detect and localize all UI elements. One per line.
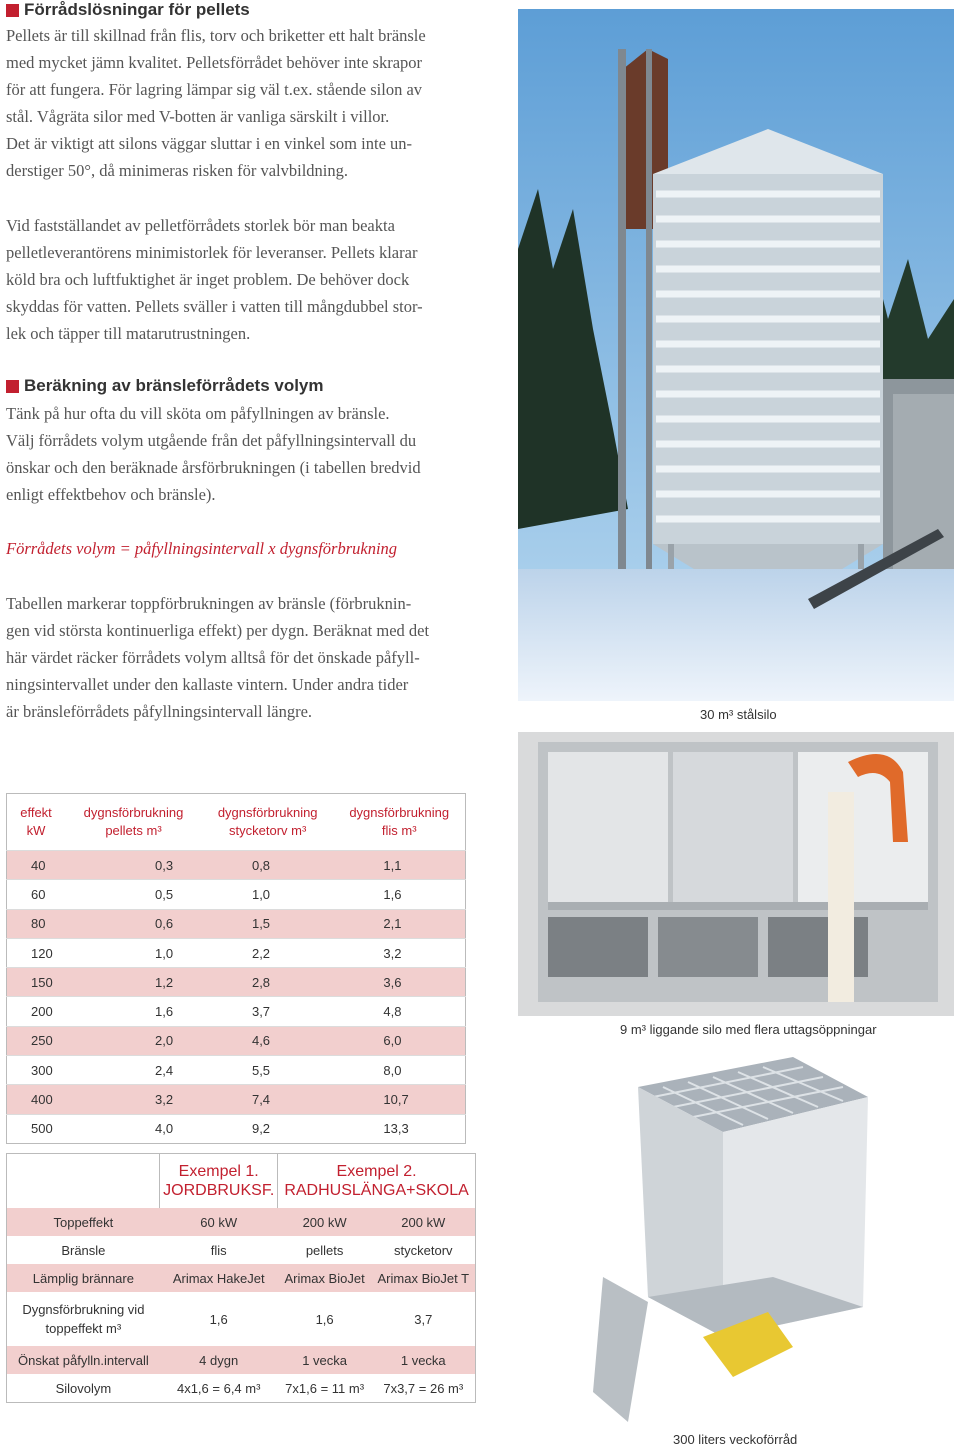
red-square-icon	[6, 380, 19, 393]
section-heading-volume: Beräkning av bränsleförrådets volym	[6, 376, 324, 396]
table-cell: 80	[7, 909, 66, 938]
example-header-row	[7, 1154, 476, 1209]
example-row	[7, 1264, 476, 1292]
table-cell: 1,5	[202, 909, 333, 938]
example-row-label: Silovolym	[55, 1380, 112, 1396]
table-cell: 9,2	[202, 1114, 333, 1143]
example-cell: 60 kW	[160, 1208, 278, 1236]
section-heading-pellet-storage: Förrådslösningar för pellets	[6, 0, 250, 20]
horizontal-silo-illustration	[518, 732, 954, 1016]
example-row	[7, 1236, 476, 1264]
photo-steel-silo	[518, 9, 954, 701]
example-cell: 200 kW	[372, 1208, 476, 1236]
table-cell: 4,0	[65, 1114, 202, 1143]
example-cell: 200 kW	[278, 1208, 372, 1236]
table-cell: 3,6	[333, 968, 465, 997]
table-row	[7, 909, 466, 938]
table-cell: 3,2	[65, 1085, 202, 1114]
header-effekt: effekt kW	[20, 805, 52, 838]
caption-steel-silo: 30 m³ stålsilo	[700, 707, 777, 722]
header-flis: dygnsförbrukning flis m³	[349, 805, 450, 838]
table-cell: 13,3	[333, 1114, 465, 1143]
example-2-header: Exempel 2. RADHUSLÄNGA+SKOLA	[278, 1154, 476, 1209]
consumption-table	[6, 793, 466, 1144]
table-row	[7, 1085, 466, 1114]
example-cell: 4x1,6 = 6,4 m³	[176, 1380, 261, 1396]
paragraph-peak-consumption: Tabellen markerar toppförbrukningen av bränsle (förbruknin- gen vid största kontinuerliga effekt) per dygn. Beräknat med det här värdet räcker förrådets volym alltså för det önskade påfyll- ningsintervallet under den kallaste vintern. Under andra tider är bränsleförrådets påfyllningsintervall längre.	[6, 594, 430, 721]
example-cell: 7x1,6 = 11 m³	[285, 1380, 365, 1396]
example-row-label: Dygnsförbrukning vid toppeffekt m³	[22, 1302, 145, 1336]
example-cell: 1 vecka	[372, 1346, 476, 1374]
table-cell: 1,6	[333, 880, 465, 909]
caption-weekly-storage: 300 liters veckoförråd	[673, 1432, 798, 1447]
example-cell: pellets	[305, 1242, 344, 1258]
table-cell: 3,7	[202, 997, 333, 1026]
example-row-label: Lämplig brännare	[7, 1264, 160, 1292]
table-cell: 4,8	[333, 997, 465, 1026]
table-cell: 2,8	[202, 968, 333, 997]
example-row-label: Toppeffekt	[7, 1208, 160, 1236]
table-cell: 2,2	[202, 938, 333, 967]
example-row	[7, 1208, 476, 1236]
table-cell: 7,4	[202, 1085, 333, 1114]
steel-silo-illustration	[518, 9, 954, 701]
table-cell: 400	[7, 1085, 66, 1114]
example-cell: 4 dygn	[160, 1346, 278, 1374]
table-cell: 120	[7, 938, 66, 967]
example-row	[7, 1292, 476, 1346]
table-cell: 40	[7, 851, 66, 880]
table-cell: 5,5	[202, 1056, 333, 1085]
example-cell: stycketorv	[394, 1242, 453, 1258]
table-cell: 0,8	[202, 851, 333, 880]
table-header-row	[7, 794, 466, 851]
table-cell: 1,0	[65, 938, 202, 967]
table-row	[7, 938, 466, 967]
table-cell: 500	[7, 1114, 66, 1143]
table-cell: 2,0	[65, 1026, 202, 1055]
table-cell: 2,1	[333, 909, 465, 938]
photo-horizontal-silo	[518, 732, 954, 1016]
table-cell: 1,1	[333, 851, 465, 880]
table-cell: 0,6	[65, 909, 202, 938]
example-cell: Arimax BioJet T	[372, 1264, 476, 1292]
table-cell: 1,2	[65, 968, 202, 997]
table-cell: 3,2	[333, 938, 465, 967]
example-cell: 1 vecka	[278, 1346, 372, 1374]
table-cell: 0,5	[65, 880, 202, 909]
header-stycketorv: dygnsförbrukning stycketorv m³	[217, 805, 318, 838]
example-row	[7, 1374, 476, 1403]
table-row	[7, 1114, 466, 1143]
table-cell: 1,6	[65, 997, 202, 1026]
table-row	[7, 997, 466, 1026]
table-cell: 8,0	[333, 1056, 465, 1085]
caption-horizontal-silo: 9 m³ liggande silo med flera uttagsöppningar	[620, 1022, 877, 1037]
example-cell: 7x3,7 = 26 m³	[383, 1380, 464, 1396]
example-row-label: Önskat påfylln.intervall	[7, 1346, 160, 1374]
table-cell: 6,0	[333, 1026, 465, 1055]
table-row	[7, 851, 466, 880]
photo-weekly-storage	[593, 1047, 893, 1429]
table-cell: 4,6	[202, 1026, 333, 1055]
example-cell: 1,6	[315, 1311, 334, 1327]
example-table	[6, 1153, 476, 1403]
table-row	[7, 1026, 466, 1055]
header-pellets: dygnsförbrukning pellets m³	[83, 805, 184, 838]
weekly-storage-illustration	[593, 1047, 893, 1429]
example-cell: 3,7	[414, 1311, 433, 1327]
paragraph-pellet-storage: Pellets är till skillnad från flis, torv och briketter ett halt bränsle med mycket jämn kvalitet. Pelletsförrådet behöver inte skrapor för att fungera. För lagring lämpar sig väl t.ex. stående silon av stål. Vågräta silor med V-botten är vanliga särskilt i villor. Det är viktigt att silons väggar sluttar i en vinkel som inte un- derstiger 50°, då minimeras risken för valvbildning.	[6, 26, 426, 180]
paragraph-volume-intro: Tänk på hur ofta du vill sköta om påfyllningen av bränsle. Välj förrådets volym utgående från det påfyllningsintervall du önskar och den beräknade årsförbrukningen (i tabellen bredvid enligt effektbehov och bränsle).	[6, 404, 421, 504]
table-cell: 2,4	[65, 1056, 202, 1085]
paragraph-storage-size: Vid fastställandet av pelletförrådets storlek bör man beakta pelletleverantörens minimistorlek för leveranser. Pellets klarar köld bra och luftfuktighet är inget problem. De behöver dock skyddas för vatten. Pellets sväller i vatten till mångdubbel stor- lek och täpper till matarutrustningen.	[6, 216, 423, 343]
table-cell: 150	[7, 968, 66, 997]
table-cell: 60	[7, 880, 66, 909]
example-header-empty	[7, 1154, 160, 1209]
example-cell: 1,6	[209, 1311, 228, 1327]
table-cell: 10,7	[333, 1085, 465, 1114]
table-cell: 0,3	[65, 851, 202, 880]
table-row	[7, 1056, 466, 1085]
volume-formula: Förrådets volym = påfyllningsintervall x dygnsförbrukning	[6, 539, 398, 558]
table-row	[7, 968, 466, 997]
example-row	[7, 1346, 476, 1374]
table-cell: 250	[7, 1026, 66, 1055]
table-row	[7, 880, 466, 909]
example-1-header: Exempel 1. JORDBRUKSF.	[160, 1154, 278, 1209]
red-square-icon	[6, 4, 19, 17]
example-cell: Arimax HakeJet	[160, 1264, 278, 1292]
table-cell: 300	[7, 1056, 66, 1085]
example-cell: Arimax BioJet	[278, 1264, 372, 1292]
table-cell: 1,0	[202, 880, 333, 909]
table-cell: 200	[7, 997, 66, 1026]
example-cell: flis	[210, 1242, 227, 1258]
example-row-label: Bränsle	[61, 1242, 106, 1258]
